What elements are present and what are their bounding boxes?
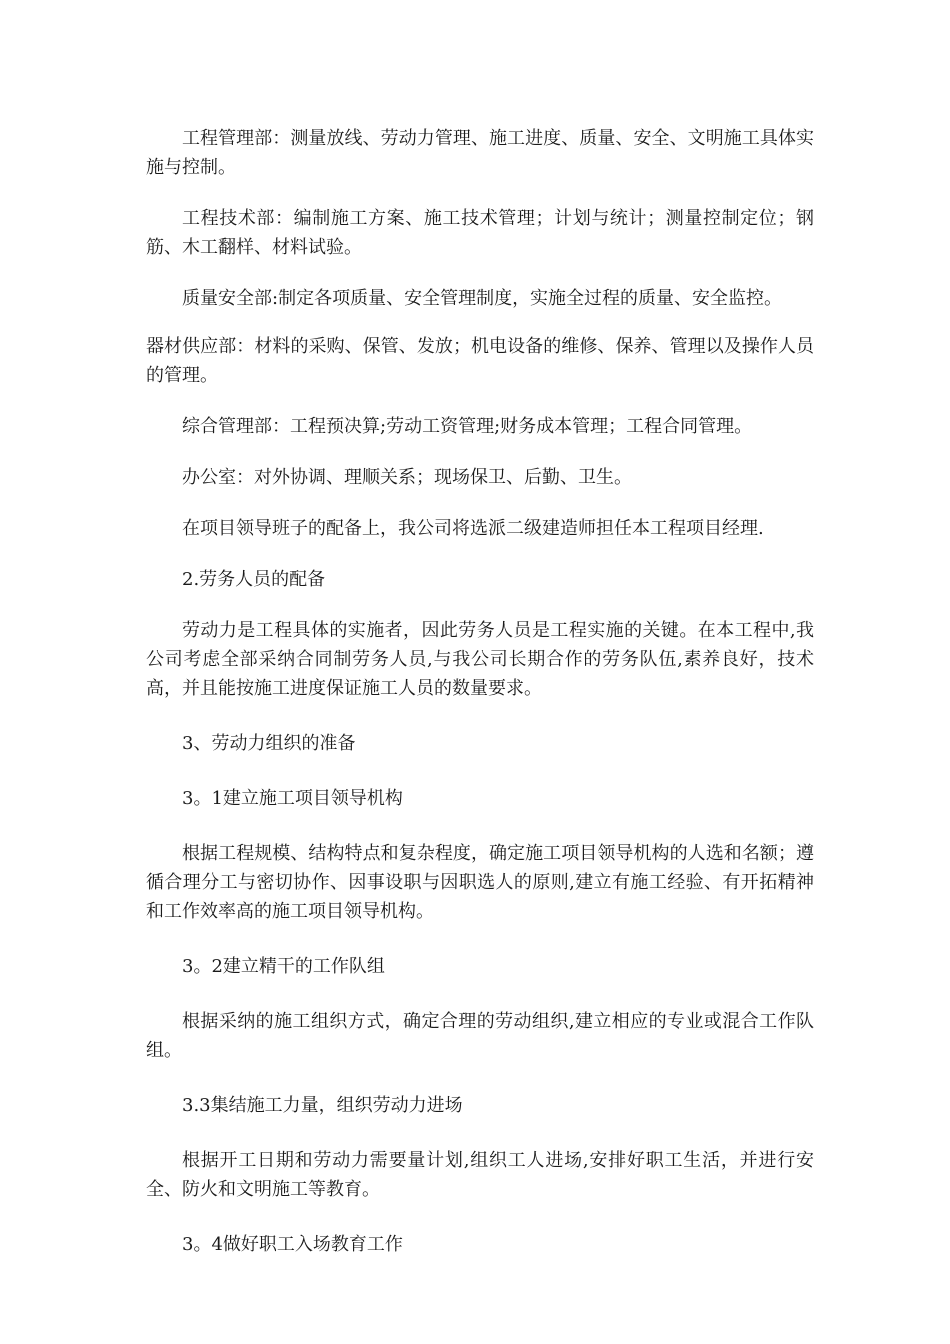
paragraph-general-management: 综合管理部：工程预决算;劳动工资管理;财务成本管理；工程合同管理。	[182, 416, 753, 437]
paragraph-labor-staffing: 劳动力是工程具体的实施者，因此劳务人员是工程实施的关键。在本工程中,我公司考虑全部采纳合同制劳务人员,与我公司长期合作的劳务队伍,素养良好，技术高，并且能按施工进度保证施工人员的数量要求。	[146, 620, 814, 699]
heading-3-3: 3.3集结施工力量，组织劳动力进场	[182, 1095, 463, 1116]
paragraph-3-1: 根据工程规模、结构特点和复杂程度，确定施工项目领导机构的人选和名额；遵循合理分工与密切协作、因事设职与因职选人的原则,建立有施工经验、有开拓精神和工作效率高的施工项目领导机构。	[146, 843, 814, 922]
heading-3-2: 3。2建立精干的工作队组	[182, 956, 385, 977]
paragraph-office: 办公室：对外协调、理顺关系；现场保卫、后勤、卫生。	[182, 467, 632, 488]
heading-labor-organization: 3、劳动力组织的准备	[182, 733, 356, 754]
paragraph-equipment-supply: 器材供应部：材料的采购、保管、发放；机电设备的维修、保养、管理以及操作人员的管理。	[146, 336, 814, 386]
paragraph-quality-safety: 质量安全部:制定各项质量、安全管理制度，实施全过程的质量、安全监控。	[182, 288, 783, 309]
paragraph-3-2: 根据采纳的施工组织方式，确定合理的劳动组织,建立相应的专业或混合工作队组。	[146, 1011, 814, 1061]
paragraph-3-3: 根据开工日期和劳动力需要量计划,组织工人进场,安排好职工生活，并进行安全、防火和文明施工等教育。	[146, 1150, 814, 1200]
heading-labor-staffing: 2.劳务人员的配备	[182, 569, 326, 590]
paragraph-project-manager: 在项目领导班子的配备上，我公司将选派二级建造师担任本工程项目经理.	[182, 518, 764, 539]
heading-3-4: 3。4做好职工入场教育工作	[182, 1234, 403, 1255]
document-body	[146, 124, 814, 1259]
paragraph-engineering-management: 工程管理部：测量放线、劳动力管理、施工进度、质量、安全、文明施工具体实施与控制。	[146, 128, 814, 178]
heading-3-1: 3。1建立施工项目领导机构	[182, 788, 403, 809]
paragraph-engineering-technology: 工程技术部：编制施工方案、施工技术管理；计划与统计；测量控制定位；钢筋、木工翻样、材料试验。	[146, 208, 814, 258]
